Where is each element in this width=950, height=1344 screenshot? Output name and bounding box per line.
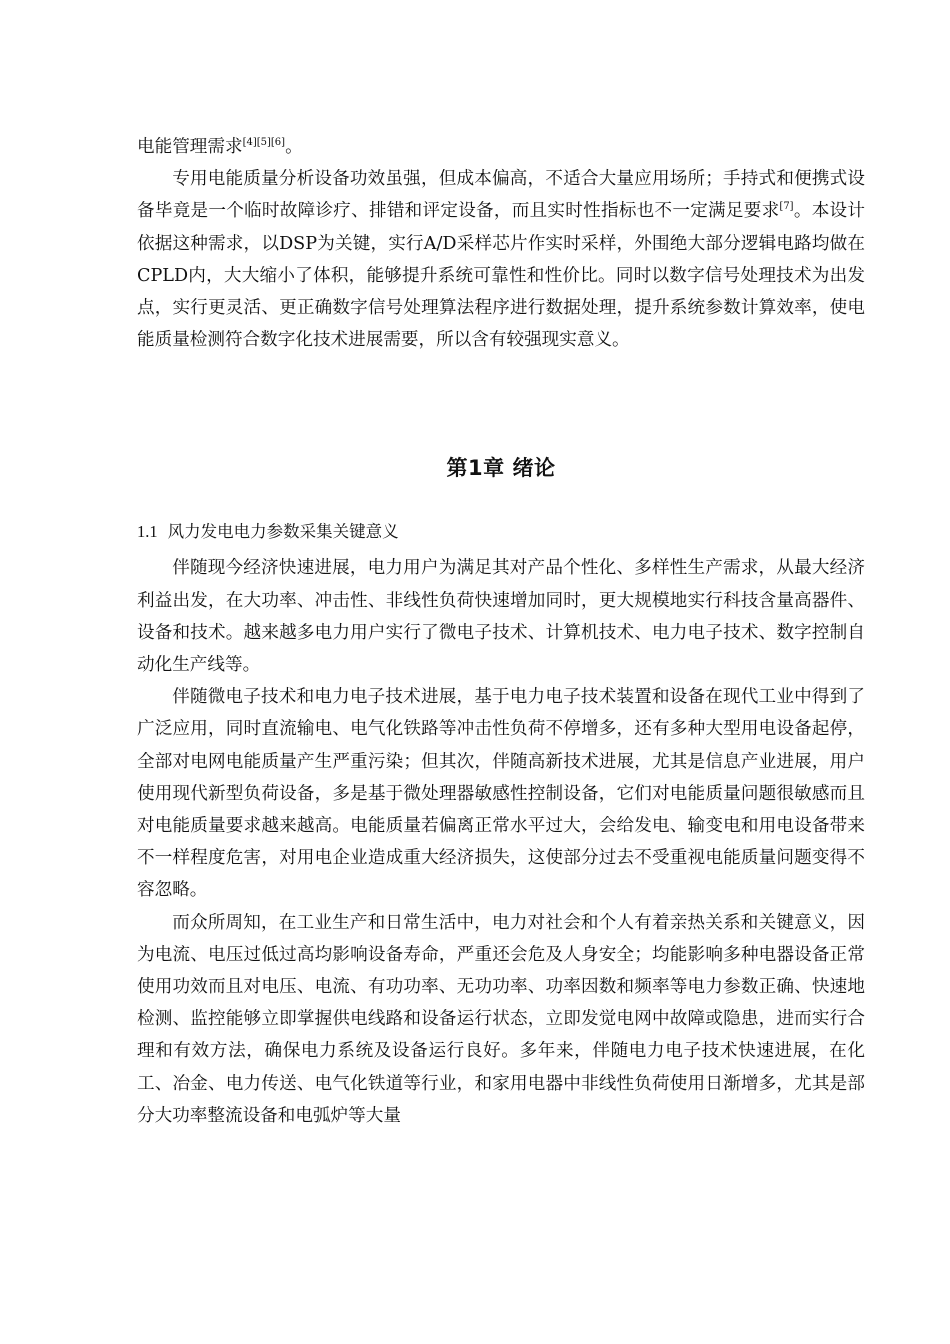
- section-number: 1.1: [137, 522, 158, 542]
- intro-paragraph-0: [137, 131, 865, 163]
- body-paragraph-1: 伴随现今经济快速进展，电力用户为满足其对产品个性化、多样性生产需求，从最大经济利益出发，在大功率、冲击性、非线性负荷快速增加同时，更大规模地实行科技含量高器件、设备和技术。越来越多电力用户实行了微电子技术、计算机技术、电力电子技术、数字控制自动化生产线等。: [137, 558, 865, 676]
- page-content: [137, 131, 865, 1132]
- section-title: 风力发电电力参数采集关键意义: [167, 522, 399, 542]
- intro-paragraph-0-text: 电能管理需求: [137, 137, 243, 157]
- body-paragraph-2: 伴随微电子技术和电力电子技术进展，基于电力电子技术装置和设备在现代工业中得到了广泛应用，同时直流输电、电气化铁路等冲击性负荷不停增多，还有多种大型用电设备起停，全部对电网电能质量产生严重污染；但其次，伴随高新技术进展，尤其是信息产业进展，用户使用现代新型负荷设备，多是基于微处理器敏感性控制设备，它们对电能质量问题很敏感而且对电能质量要求越来越高。电能质量若偏离正常水平过大，会给发电、输变电和用电设备带来不一样程度危害，对用电企业造成重大经济损失，这使部分过去不受重视电能质量问题变得不容忽略。: [137, 687, 865, 901]
- citation: [7]: [779, 201, 794, 213]
- intro-paragraph-1: [137, 163, 865, 356]
- chapter-title: 第1章 绪论: [446, 456, 556, 481]
- body-paragraph-3: 而众所周知，在工业生产和日常生活中，电力对社会和个人有着亲热关系和关键意义，因为电流、电压过低过高均影响设备寿命，严重还会危及人身安全；均能影响多种电器设备正常使用功效而且对电压、电流、有功功率、无功功率、功率因数和频率等电力参数正确、快速地检测、监控能够立即掌握供电线路和设备运行状态，立即发觉电网中故障或隐患，进而实行合理和有效方法，确保电力系统及设备运行良好。多年来，伴随电力电子技术快速进展，在化工、冶金、电力传送、电气化铁道等行业，和家用电器中非线性负荷使用日渐增多，尤其是部分大功率整流设备和电弧炉等大量: [137, 912, 865, 1126]
- section-heading: [137, 516, 865, 548]
- citation: [4][5][6]: [242, 137, 286, 149]
- intro-paragraph-0-end: 。: [285, 137, 303, 157]
- intro-paragraph-1-text-a: 专用电能质量分析设备功效虽强，但成本偏高，不适合大量应用场所；手持式和便携式设备毕竟是一个临时故障诊疗、排错和评定设备，而且实时性指标也不一定满足要求: [137, 169, 865, 222]
- intro-paragraph-1-text-b: 。本设计依据这种需求，以DSP为关键，实行A/D采样芯片作实时采样，外围绝大部分逻辑电路均做在CPLD内，大大缩小了体积，能够提升系统可靠性和性价比。同时以数字信号处理技术为出发点，实行更灵活、更正确数字信号处理算法程序进行数据处理，提升系统参数计算效率，使电能质量检测符合数字化技术进展需要，所以含有较强现实意义。: [137, 201, 865, 351]
